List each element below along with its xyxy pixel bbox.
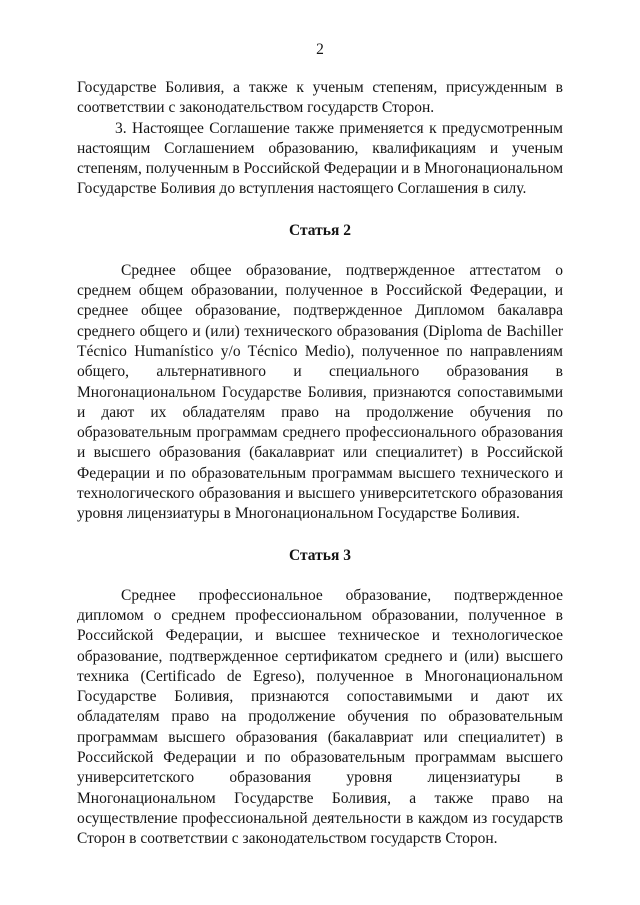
continuation-paragraph: Государстве Боливия, а также к ученым степеням, присужденным в соответствии с законодательством государств Сторон. xyxy=(77,79,563,117)
clause-3-paragraph: 3. Настоящее Соглашение также применяется к предусмотренным настоящим Соглашением образованию, квалификациям и ученым степеням, полученным в Российской Федерации и в Многонациональном Государстве Боливия до вступления настоящего Соглашения в силу. xyxy=(77,119,564,198)
article-2-text: Среднее общее образование, подтвержденное аттестатом о среднем общем образовании, полученное в Российской Федерации, и среднее общее образование, подтвержденное Дипломом бакалавра среднего общего и (или) технического образования (Diploma de Bachiller Técnico Humanístico y/o Técnico Medio), полученное по направлениям общего, альтернативного и специального образования в Многонациональном Государстве Боливия, признаются сопоставимыми и дают их обладателям право на продолжение обучения по образовательным программам среднего профессионального образования и высшего образования (бакалавриат или специалитет) в Российской Федерации и по образовательным программам высшего технического и технологического образования и высшего университетского образования уровня лицензиатуры в Многонациональном Государстве Боливия. xyxy=(77,261,563,523)
page-number: 2 xyxy=(316,41,324,58)
document-body xyxy=(77,78,563,850)
article-3-heading: Статья 3 xyxy=(289,546,351,564)
article-2-heading: Статья 2 xyxy=(289,221,351,239)
article-3-text: Среднее профессиональное образование, подтвержденное дипломом о среднем профессиональном образовании, полученное в Российской Федерации, и высшее техническое и технологическое образование, подтвержденное сертификатом среднего и (или) высшего техника (Certificado de Egreso), полученное в Многонациональном Государстве Боливия, признаются сопоставимыми и дают их обладателям право на продолжение обучения по образовательным программам высшего образования (бакалавриат или специалитет) в Российской Федерации и по образовательным программам высшего университетского образования уровня лицензиатуры в Многонациональном Государстве Боливия, а также право на осуществление профессиональной деятельности в каждом из государств Сторон в соответствии с законодательством государств Сторон. xyxy=(77,586,563,848)
